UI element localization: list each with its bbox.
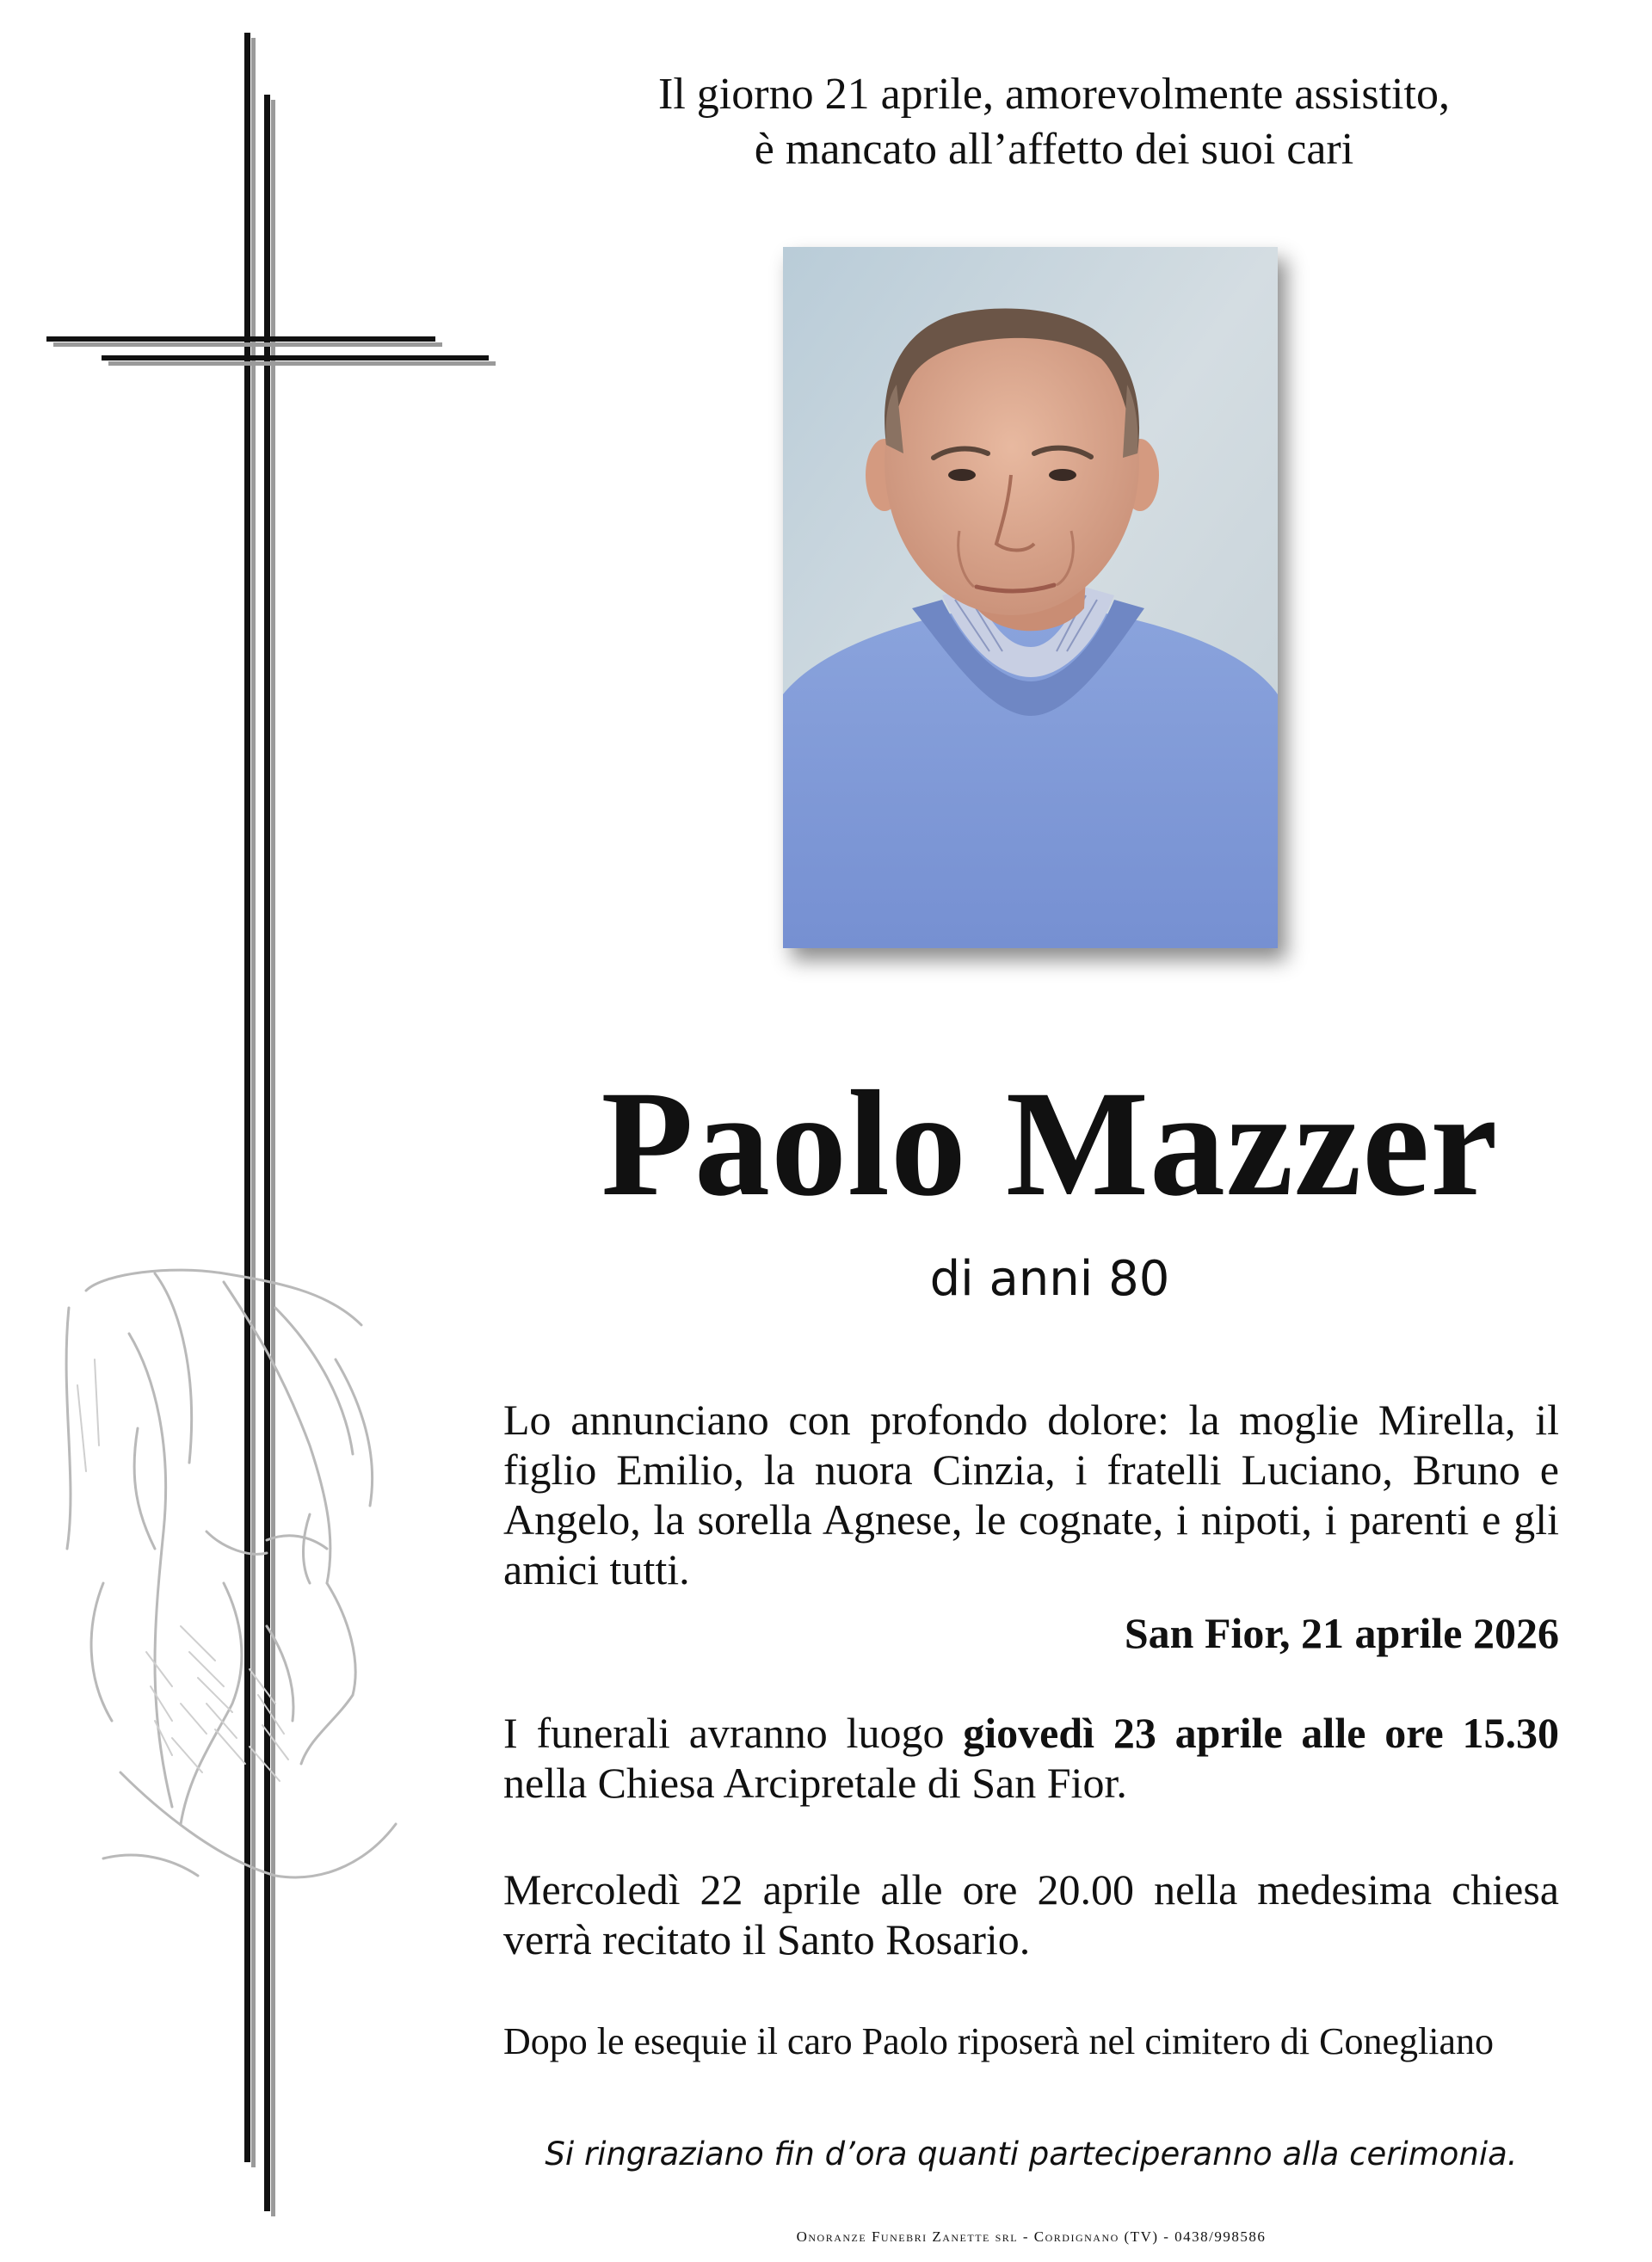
intro-line-2: è mancato all’affetto dei suoi cari (754, 125, 1354, 174)
intro-text (516, 67, 1592, 177)
funeral-suffix: nella Chiesa Arcipretale di San Fior. (503, 1759, 1127, 1807)
deceased-name: Paolo Mazzer (601, 1060, 1499, 1228)
funeral-prefix: I funerali avranno luogo (503, 1709, 964, 1757)
portrait-image (783, 247, 1278, 948)
deceased-age: di anni 80 (929, 1251, 1170, 1307)
cross-icon (0, 0, 533, 2262)
portrait-photo (783, 247, 1278, 948)
intro-line-1: Il giorno 21 aprile, amorevolmente assistito, (658, 70, 1450, 119)
burial-info: Dopo le esequie il caro Paolo riposerà nel cimitero di Conegliano (503, 2020, 1495, 2062)
christ-sketch-icon (52, 1256, 447, 1893)
funeral-home-footer: Onoranze Funebri Zanette srl - Cordignano (TV) - 0438/998586 (796, 2228, 1267, 2245)
announcement-text: Lo annunciano con profondo dolore: la moglie Mirella, il figlio Emilio, la nuora Cinzia, i fratelli Luciano, Bruno e Angelo, la sorella Agnese, le cognate, i nipoti, i parenti e gli amici tutti. (503, 1396, 1559, 1593)
rosary-info: Mercoledì 22 aprile alle ore 20.00 nella medesima chiesa verrà recitato il Santo Rosario. (503, 1865, 1559, 1963)
thanks-text: Si ringraziano fin d’ora quanti parteciperanno alla cerimonia. (545, 2136, 1518, 2173)
place-date: San Fior, 21 aprile 2026 (1124, 1609, 1559, 1657)
funeral-date-time: giovedì 23 aprile alle ore 15.30 (963, 1709, 1560, 1757)
funeral-info (503, 1708, 1559, 1808)
